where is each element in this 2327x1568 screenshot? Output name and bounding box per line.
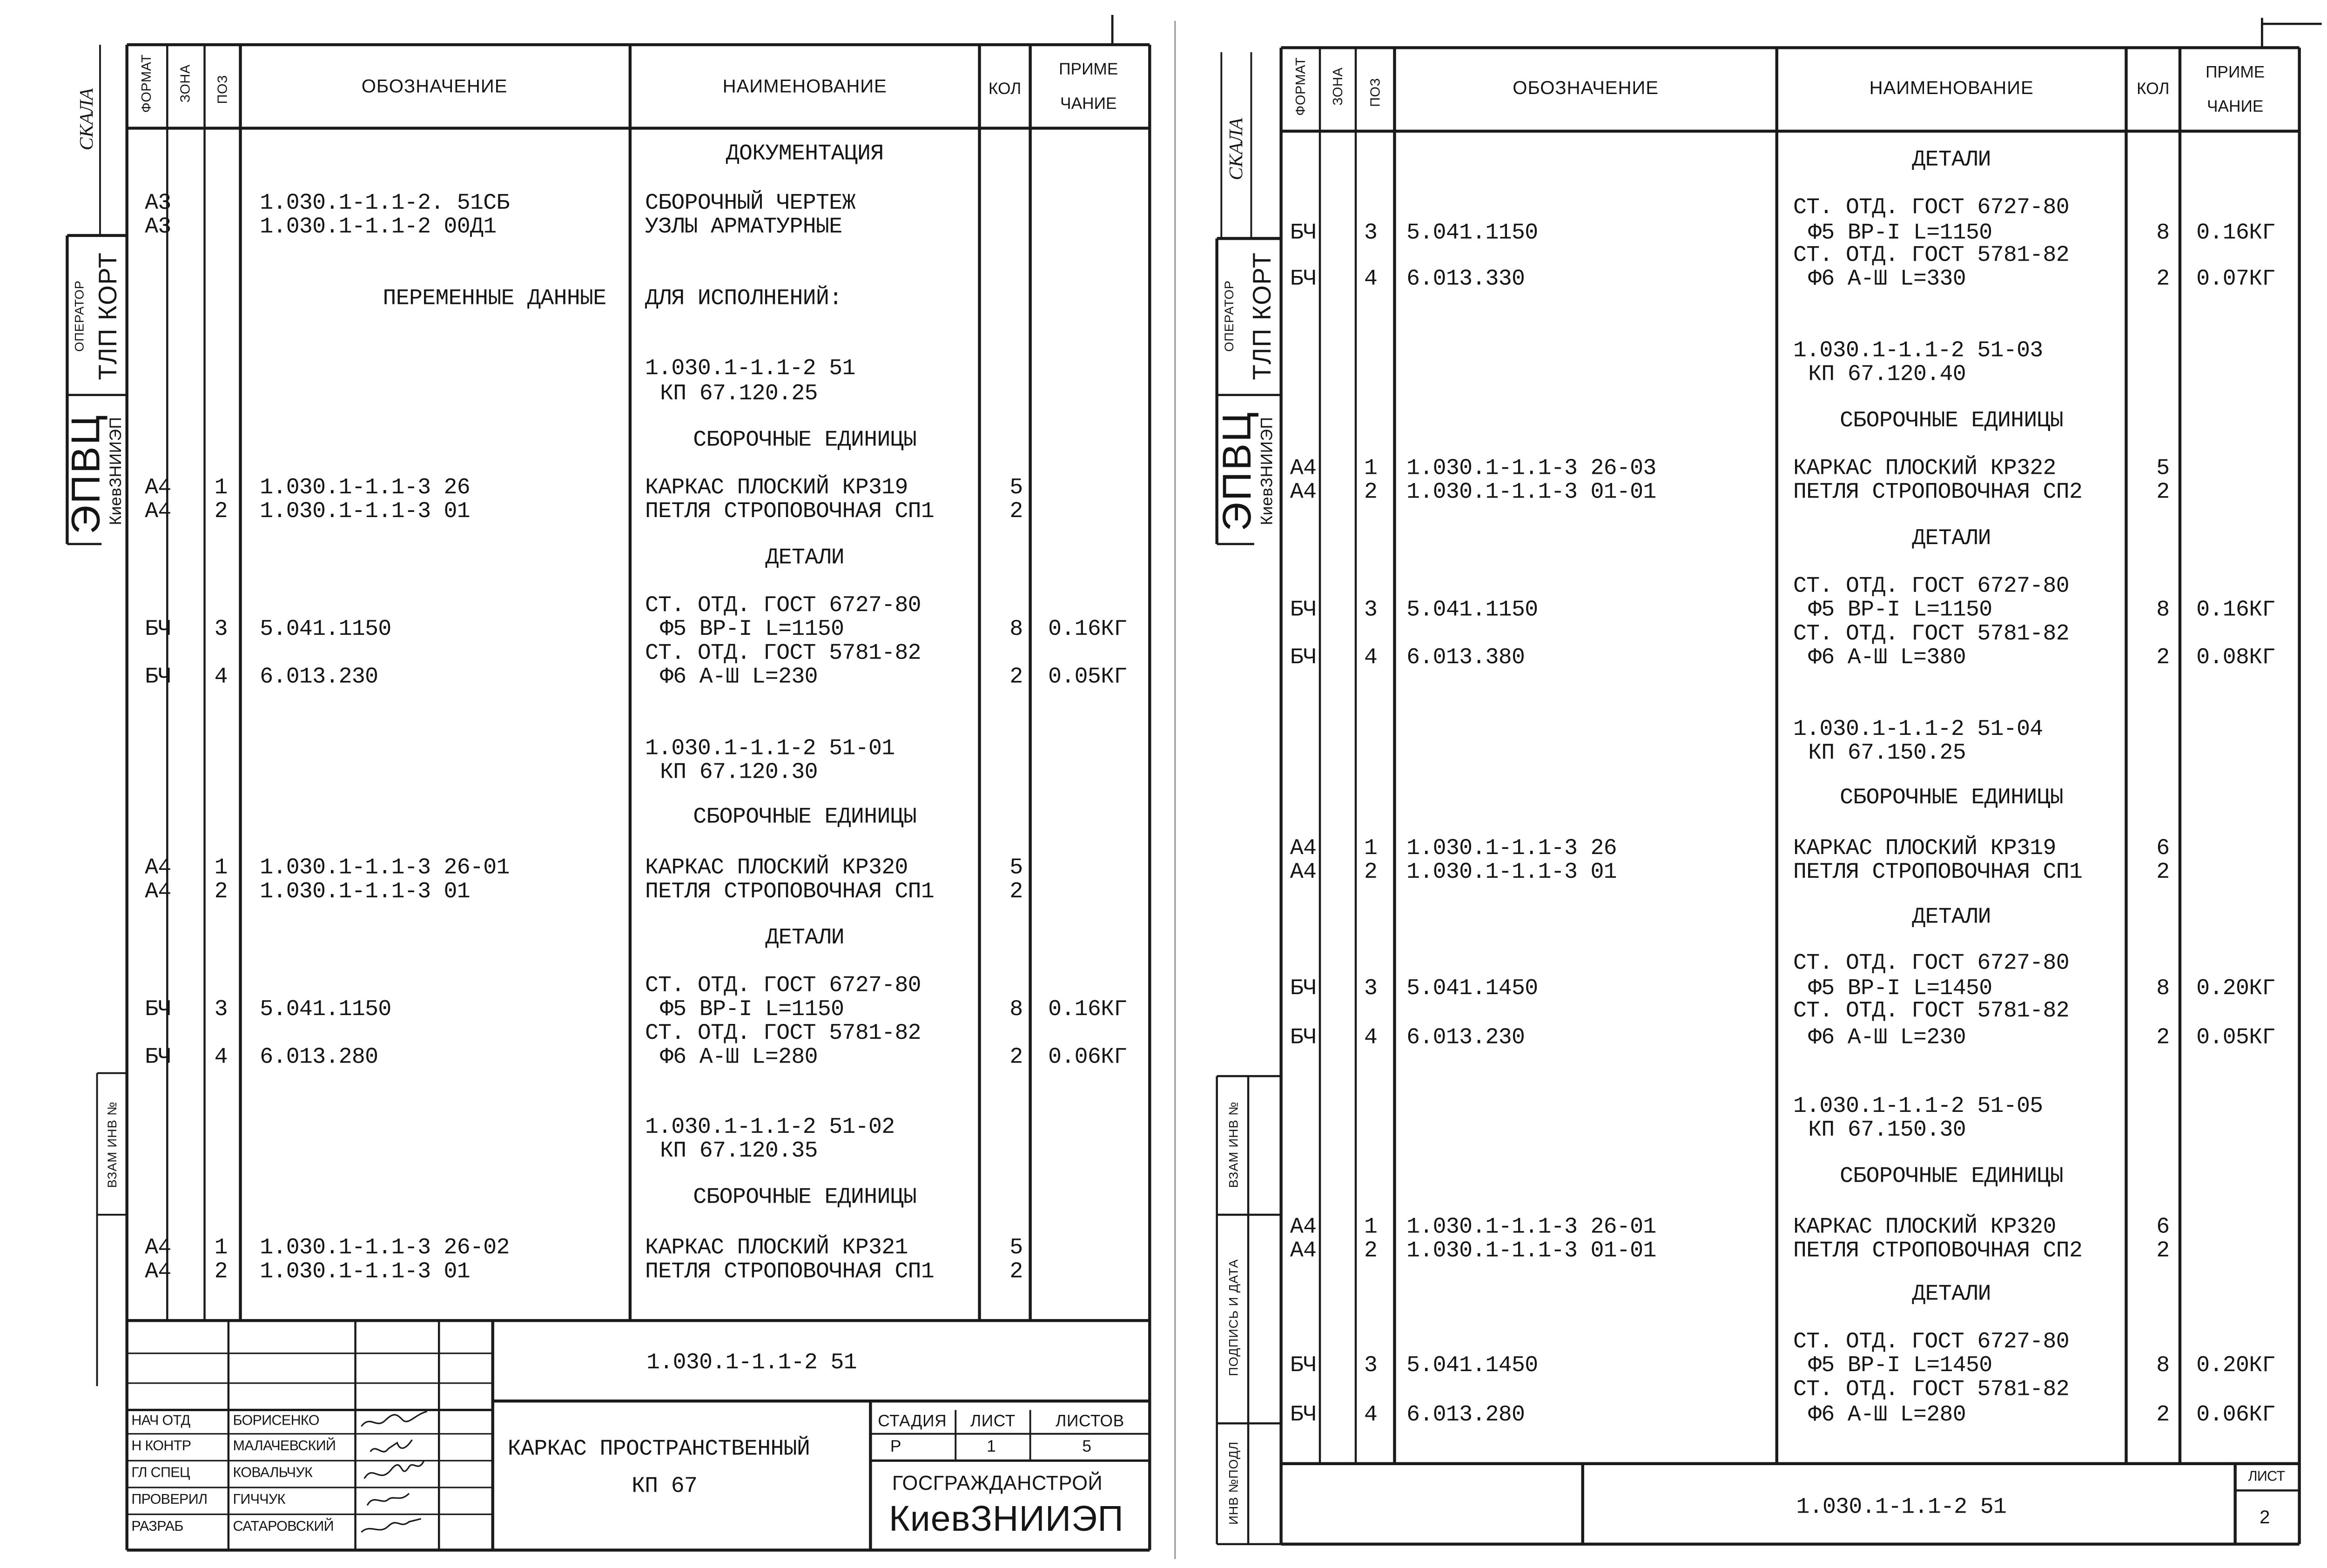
row-designation: ПЕРЕМЕННЫЕ ДАННЫЕ (383, 286, 606, 312)
row-designation: 5.041.1150 (260, 997, 391, 1023)
header-qty: КОЛ (988, 80, 1022, 99)
row-position: 2 (1364, 860, 1378, 886)
row-format: БЧ (1290, 645, 1317, 671)
drawing-subtitle: КП 67 (632, 1474, 698, 1500)
row-position: 4 (1364, 645, 1378, 671)
section-heading: ДЕТАЛИ (1912, 148, 1991, 173)
signer-name: КОВАЛЬЧУК (233, 1465, 313, 1482)
row-format: БЧ (145, 997, 171, 1023)
row-position: 4 (214, 665, 228, 690)
row-format: А4 (145, 1235, 171, 1261)
row-designation: 1.030.1-1.1-3 01 (260, 1259, 471, 1285)
section-heading: ДЕТАЛИ (1912, 1282, 1991, 1307)
row-name: 1.030.1-1.1-2 51-04 (1793, 717, 2043, 742)
row-name: Ф6 А-Ш L=280 (1808, 1402, 1966, 1428)
row-designation: 5.041.1450 (1406, 976, 1538, 1002)
row-quantity: 8 (1009, 617, 1023, 643)
signer-name: БОРИСЕНКО (233, 1413, 319, 1430)
organization-name: ГОСГРАЖДАНСТРОЙ (892, 1472, 1103, 1494)
row-note: 0.16КГ (1048, 617, 1127, 643)
row-format: БЧ (145, 617, 171, 643)
row-quantity: 2 (2156, 860, 2170, 886)
row-name: СТ. ОТД. ГОСТ 6727-80 (1793, 195, 2070, 221)
stamp-epvc: ЭПВЦ (1214, 411, 1260, 532)
row-designation: 1.030.1-1.1-3 01 (260, 499, 471, 525)
sheet-label: ЛИСТ (2248, 1468, 2285, 1486)
row-designation: 1.030.1-1.1-3 26-02 (260, 1235, 510, 1261)
stamp-skala: СКАЛА (1224, 118, 1247, 181)
section-heading: СБОРОЧНЫЕ ЕДИНИЦЫ (1840, 785, 2064, 811)
row-name: 1.030.1-1.1-2 51-03 (1793, 338, 2043, 364)
section-heading: ДЕТАЛИ (765, 545, 844, 571)
row-quantity: 2 (1009, 879, 1023, 905)
section-heading: СБОРОЧНЫЕ ЕДИНИЦЫ (1840, 1164, 2064, 1190)
row-format: А4 (1290, 1238, 1317, 1264)
section-heading: ДОКУМЕНТАЦИЯ (726, 141, 884, 167)
row-quantity: 2 (1009, 1044, 1023, 1070)
signer-role: Н КОНТР (131, 1438, 191, 1455)
row-name: 1.030.1-1.1-2 51 (645, 356, 855, 382)
header-designation: ОБОЗНАЧЕНИЕ (1513, 77, 1659, 99)
row-name: Ф5 ВР-I L=1450 (1808, 976, 1992, 1002)
row-name: КАРКАС ПЛОСКИЙ КР322 (1793, 456, 2056, 482)
section-heading: ДЕТАЛИ (1912, 904, 1991, 930)
row-designation: 6.013.380 (1406, 645, 1525, 671)
section-heading: СБОРОЧНЫЕ ЕДИНИЦЫ (693, 428, 917, 453)
row-position: 1 (214, 855, 228, 881)
stamp-inv-podl: ИНВ №ПОДЛ (1225, 1441, 1241, 1525)
row-name: КАРКАС ПЛОСКИЙ КР321 (645, 1235, 908, 1261)
row-name: КП 67.120.25 (660, 381, 818, 407)
sheets-label: ЛИСТОВ (1056, 1413, 1124, 1431)
row-name: ПЕТЛЯ СТРОПОВОЧНАЯ СП2 (1793, 480, 2083, 505)
row-quantity: 8 (2156, 220, 2170, 246)
row-format: А4 (1290, 456, 1317, 482)
row-note: 0.05КГ (2196, 1025, 2275, 1051)
row-position: 3 (214, 997, 228, 1023)
row-quantity: 5 (1009, 1235, 1023, 1261)
row-name: ПЕТЛЯ СТРОПОВОЧНАЯ СП1 (645, 499, 935, 525)
stamp-tlp-kort: ТЛП КОРТ (94, 252, 123, 380)
row-name: 1.030.1-1.1-2 51-02 (645, 1115, 895, 1140)
row-position: 2 (1364, 1238, 1378, 1264)
row-note: 0.20КГ (2196, 976, 2275, 1002)
row-designation: 1.030.1-1.1-3 26 (1406, 836, 1617, 861)
row-format: БЧ (1290, 1025, 1317, 1051)
row-note: 0.16КГ (1048, 997, 1127, 1023)
row-quantity: 8 (2156, 976, 2170, 1002)
row-position: 1 (1364, 1214, 1378, 1240)
row-name: КП 67.120.35 (660, 1138, 818, 1164)
sheet-value: 2 (2260, 1507, 2271, 1528)
document-number: 1.030.1-1.1-2 51 (646, 1350, 857, 1376)
header-note-line2: ЧАНИЕ (1060, 95, 1117, 114)
row-name: ПЕТЛЯ СТРОПОВОЧНАЯ СП1 (645, 879, 935, 905)
row-name: СТ. ОТД. ГОСТ 5781-82 (1793, 621, 2070, 647)
row-name: ДЛЯ ИСПОЛНЕНИЙ: (645, 286, 842, 312)
row-name: 1.030.1-1.1-2 51-01 (645, 736, 895, 762)
stamp-vzam-inv: ВЗАМ ИНВ № (1225, 1101, 1241, 1188)
row-format: А4 (145, 855, 171, 881)
row-quantity: 2 (2156, 1025, 2170, 1051)
signer-role: ПРОВЕРИЛ (131, 1492, 208, 1508)
header-note-line1: ПРИМЕ (2206, 64, 2265, 82)
stamp-epvc: ЭПВЦ (63, 413, 108, 534)
row-position: 2 (214, 499, 228, 525)
row-quantity: 5 (1009, 855, 1023, 881)
row-name: КП 67.150.25 (1808, 740, 1966, 767)
row-format: БЧ (1290, 598, 1317, 623)
row-note: 0.06КГ (1048, 1044, 1127, 1070)
left-sheet-frame (67, 45, 1150, 1550)
row-note: 0.20КГ (2196, 1353, 2275, 1379)
row-designation: 1.030.1-1.1-3 26 (260, 475, 471, 501)
header-note-line2: ЧАНИЕ (2206, 98, 2264, 116)
drawing-title: КАРКАС ПРОСТРАНСТВЕННЫЙ (507, 1437, 810, 1462)
row-name: КАРКАС ПЛОСКИЙ КР320 (1793, 1214, 2056, 1240)
row-position: 1 (214, 1235, 228, 1261)
section-heading: ДЕТАЛИ (765, 925, 844, 951)
row-name: Ф5 ВР-I L=1150 (1808, 598, 1992, 623)
row-format: БЧ (145, 665, 171, 690)
row-name: СТ. ОТД. ГОСТ 6727-80 (1793, 1329, 2070, 1355)
row-name: Ф5 ВР-I L=1150 (660, 997, 844, 1023)
row-format: А4 (1290, 836, 1317, 861)
row-name: СТ. ОТД. ГОСТ 5781-82 (1793, 998, 2070, 1024)
right-sheet-frame (1214, 47, 2300, 1544)
row-format: БЧ (1290, 1402, 1317, 1428)
row-quantity: 8 (2156, 1353, 2170, 1379)
row-note: 0.05КГ (1048, 665, 1127, 690)
row-position: 2 (1364, 480, 1378, 505)
row-designation: 1.030.1-1.1-3 26-01 (1406, 1214, 1656, 1240)
row-name: КАРКАС ПЛОСКИЙ КР319 (645, 475, 908, 501)
row-position: 3 (214, 617, 228, 643)
row-designation: 1.030.1-1.1-3 01-01 (1406, 1238, 1656, 1264)
signer-role: НАЧ ОТД (131, 1413, 190, 1430)
row-quantity: 8 (1009, 997, 1023, 1023)
row-designation: 6.013.230 (260, 665, 378, 690)
row-name: 1.030.1-1.1-2 51-05 (1793, 1094, 2043, 1120)
row-note: 0.07КГ (2196, 267, 2275, 292)
header-pos: ПОЗ (1367, 78, 1383, 107)
row-note: 0.06КГ (2196, 1402, 2275, 1428)
row-format: А3 (145, 190, 171, 216)
row-name: Ф5 ВР-I L=1150 (1808, 220, 1992, 246)
row-name: ПЕТЛЯ СТРОПОВОЧНАЯ СП1 (645, 1259, 935, 1285)
row-format: А3 (145, 215, 171, 240)
row-name: СТ. ОТД. ГОСТ 5781-82 (1793, 242, 2070, 269)
row-name: КП 67.120.30 (660, 760, 818, 786)
row-designation: 5.041.1150 (1406, 598, 1538, 623)
row-name: КАРКАС ПЛОСКИЙ КР319 (1793, 836, 2056, 861)
signer-name: САТАРОВСКИЙ (233, 1519, 334, 1535)
row-name: СБОРОЧНЫЙ ЧЕРТЕЖ (645, 190, 855, 216)
stamp-operator: ОПЕРАТОР (71, 280, 87, 352)
row-position: 4 (1364, 1025, 1378, 1051)
row-designation: 6.013.330 (1406, 267, 1525, 292)
header-note-line1: ПРИМЕ (1059, 61, 1118, 79)
row-quantity: 2 (1009, 1259, 1023, 1285)
organization-logo-text: КиевЗНИИЭП (888, 1499, 1124, 1540)
row-designation: 1.030.1-1.1-2. 51СБ (260, 190, 510, 216)
sheets-total-value: 5 (1082, 1438, 1092, 1456)
row-name: ПЕТЛЯ СТРОПОВОЧНАЯ СП1 (1793, 860, 2083, 886)
row-name: ПЕТЛЯ СТРОПОВОЧНАЯ СП2 (1793, 1238, 2083, 1264)
row-quantity: 2 (2156, 1238, 2170, 1264)
row-name: Ф6 А-Ш L=230 (660, 665, 818, 690)
row-note: 0.16КГ (2196, 220, 2275, 246)
row-quantity: 2 (1009, 499, 1023, 525)
signer-role: РАЗРАБ (131, 1519, 183, 1535)
row-format: А4 (145, 879, 171, 905)
row-name: Ф6 А-Ш L=230 (1808, 1025, 1966, 1051)
row-position: 2 (214, 1259, 228, 1285)
stamp-podpis-data: ПОДПИСЬ И ДАТА (1225, 1259, 1241, 1376)
row-name: СТ. ОТД. ГОСТ 5781-82 (1793, 1377, 2070, 1403)
row-position: 4 (214, 1044, 228, 1070)
row-position: 3 (1364, 220, 1378, 246)
row-designation: 5.041.1150 (1406, 220, 1538, 246)
stamp-kievzniiep: КиевЗНИИЭП (107, 417, 126, 525)
stage-label: СТАДИЯ (878, 1413, 947, 1431)
stamp-tlp-kort: ТЛП КОРТ (1248, 252, 1277, 380)
row-position: 1 (1364, 456, 1378, 482)
row-name: СТ. ОТД. ГОСТ 6727-80 (1793, 951, 2070, 976)
row-designation: 6.013.280 (1406, 1402, 1525, 1428)
row-position: 4 (1364, 267, 1378, 292)
section-heading: СБОРОЧНЫЕ ЕДИНИЦЫ (693, 805, 917, 830)
row-designation: 1.030.1-1.1-3 01 (260, 879, 471, 905)
row-quantity: 2 (2156, 1402, 2170, 1428)
row-designation: 1.030.1-1.1-3 01 (1406, 860, 1617, 886)
row-format: БЧ (1290, 267, 1317, 292)
row-name: СТ. ОТД. ГОСТ 6727-80 (645, 973, 921, 999)
stamp-kievzniiep: КиевЗНИИЭП (1258, 417, 1277, 525)
row-designation: 6.013.230 (1406, 1025, 1525, 1051)
row-name: Ф5 ВР-I L=1450 (1808, 1353, 1992, 1379)
row-format: БЧ (1290, 976, 1317, 1002)
row-quantity: 2 (2156, 645, 2170, 671)
header-pos: ПОЗ (215, 74, 230, 104)
row-format: А4 (145, 1259, 171, 1285)
row-position: 1 (1364, 836, 1378, 861)
stage-value: Р (890, 1438, 902, 1456)
row-name: КАРКАС ПЛОСКИЙ КР320 (645, 855, 908, 881)
row-name: СТ. ОТД. ГОСТ 5781-82 (645, 1021, 921, 1047)
row-designation: 1.030.1-1.1-2 00Д1 (260, 215, 497, 240)
row-name: Ф6 А-Ш L=380 (1808, 645, 1966, 671)
sheet-value: 1 (987, 1438, 996, 1456)
row-name: СТ. ОТД. ГОСТ 6727-80 (1793, 573, 2070, 599)
row-designation: 1.030.1-1.1-3 26-01 (260, 855, 510, 881)
header-format: ФОРМАТ (1293, 57, 1308, 116)
row-position: 3 (1364, 598, 1378, 623)
row-designation: 5.041.1150 (260, 617, 391, 643)
signer-name: ГИЧЧУК (233, 1492, 285, 1508)
row-position: 3 (1364, 976, 1378, 1002)
row-name: Ф6 А-Ш L=280 (660, 1044, 818, 1070)
row-designation: 6.013.280 (260, 1044, 378, 1070)
row-position: 1 (214, 475, 228, 501)
signer-role: ГЛ СПЕЦ (131, 1465, 190, 1482)
header-name: НАИМЕНОВАНИЕ (1869, 77, 2034, 99)
row-designation: 5.041.1450 (1406, 1353, 1538, 1379)
row-format: А4 (1290, 1214, 1317, 1240)
row-name: СТ. ОТД. ГОСТ 5781-82 (645, 641, 921, 666)
section-heading: СБОРОЧНЫЕ ЕДИНИЦЫ (1840, 408, 2064, 434)
row-format: А4 (1290, 480, 1317, 505)
stamp-vzam-inv: ВЗАМ ИНВ № (104, 1101, 120, 1188)
row-position: 3 (1364, 1353, 1378, 1379)
row-quantity: 8 (2156, 598, 2170, 623)
row-designation: 1.030.1-1.1-3 01-01 (1406, 480, 1656, 505)
row-designation: 1.030.1-1.1-3 26-03 (1406, 456, 1656, 482)
stamp-skala: СКАЛА (74, 88, 97, 151)
row-name: СТ. ОТД. ГОСТ 6727-80 (645, 593, 921, 619)
row-format: БЧ (1290, 1353, 1317, 1379)
header-name: НАИМЕНОВАНИЕ (722, 76, 887, 97)
section-heading: СБОРОЧНЫЕ ЕДИНИЦЫ (693, 1184, 917, 1211)
document-number: 1.030.1-1.1-2 51 (1796, 1495, 2007, 1521)
header-zone: ЗОНА (177, 64, 193, 103)
header-qty: КОЛ (2137, 80, 2170, 99)
row-name: КП 67.120.40 (1808, 362, 1966, 388)
row-format: БЧ (1290, 220, 1317, 246)
header-zone: ЗОНА (1330, 67, 1345, 106)
row-position: 4 (1364, 1402, 1378, 1428)
row-quantity: 6 (2156, 1214, 2170, 1240)
row-position: 2 (214, 879, 228, 905)
row-quantity: 6 (2156, 836, 2170, 861)
row-note: 0.08КГ (2196, 645, 2275, 671)
header-format: ФОРМАТ (139, 54, 154, 113)
row-quantity: 2 (2156, 267, 2170, 292)
row-name: Ф5 ВР-I L=1150 (660, 617, 844, 643)
row-quantity: 2 (2156, 480, 2170, 505)
row-format: А4 (145, 475, 171, 501)
row-quantity: 5 (2156, 456, 2170, 482)
signer-name: МАЛАЧЕВСКИЙ (233, 1438, 336, 1455)
row-format: А4 (145, 499, 171, 525)
row-name: УЗЛЫ АРМАТУРНЫЕ (645, 215, 842, 240)
stamp-operator: ОПЕРАТОР (1221, 280, 1237, 352)
section-heading: ДЕТАЛИ (1912, 526, 1991, 552)
row-note: 0.16КГ (2196, 598, 2275, 623)
row-quantity: 5 (1009, 475, 1023, 501)
header-designation: ОБОЗНАЧЕНИЕ (361, 76, 508, 97)
row-quantity: 2 (1009, 665, 1023, 690)
row-format: БЧ (145, 1044, 171, 1070)
row-format: А4 (1290, 860, 1317, 886)
sheet-label: ЛИСТ (970, 1413, 1016, 1431)
row-name: КП 67.150.30 (1808, 1117, 1966, 1144)
row-name: Ф6 А-Ш L=330 (1808, 267, 1966, 292)
